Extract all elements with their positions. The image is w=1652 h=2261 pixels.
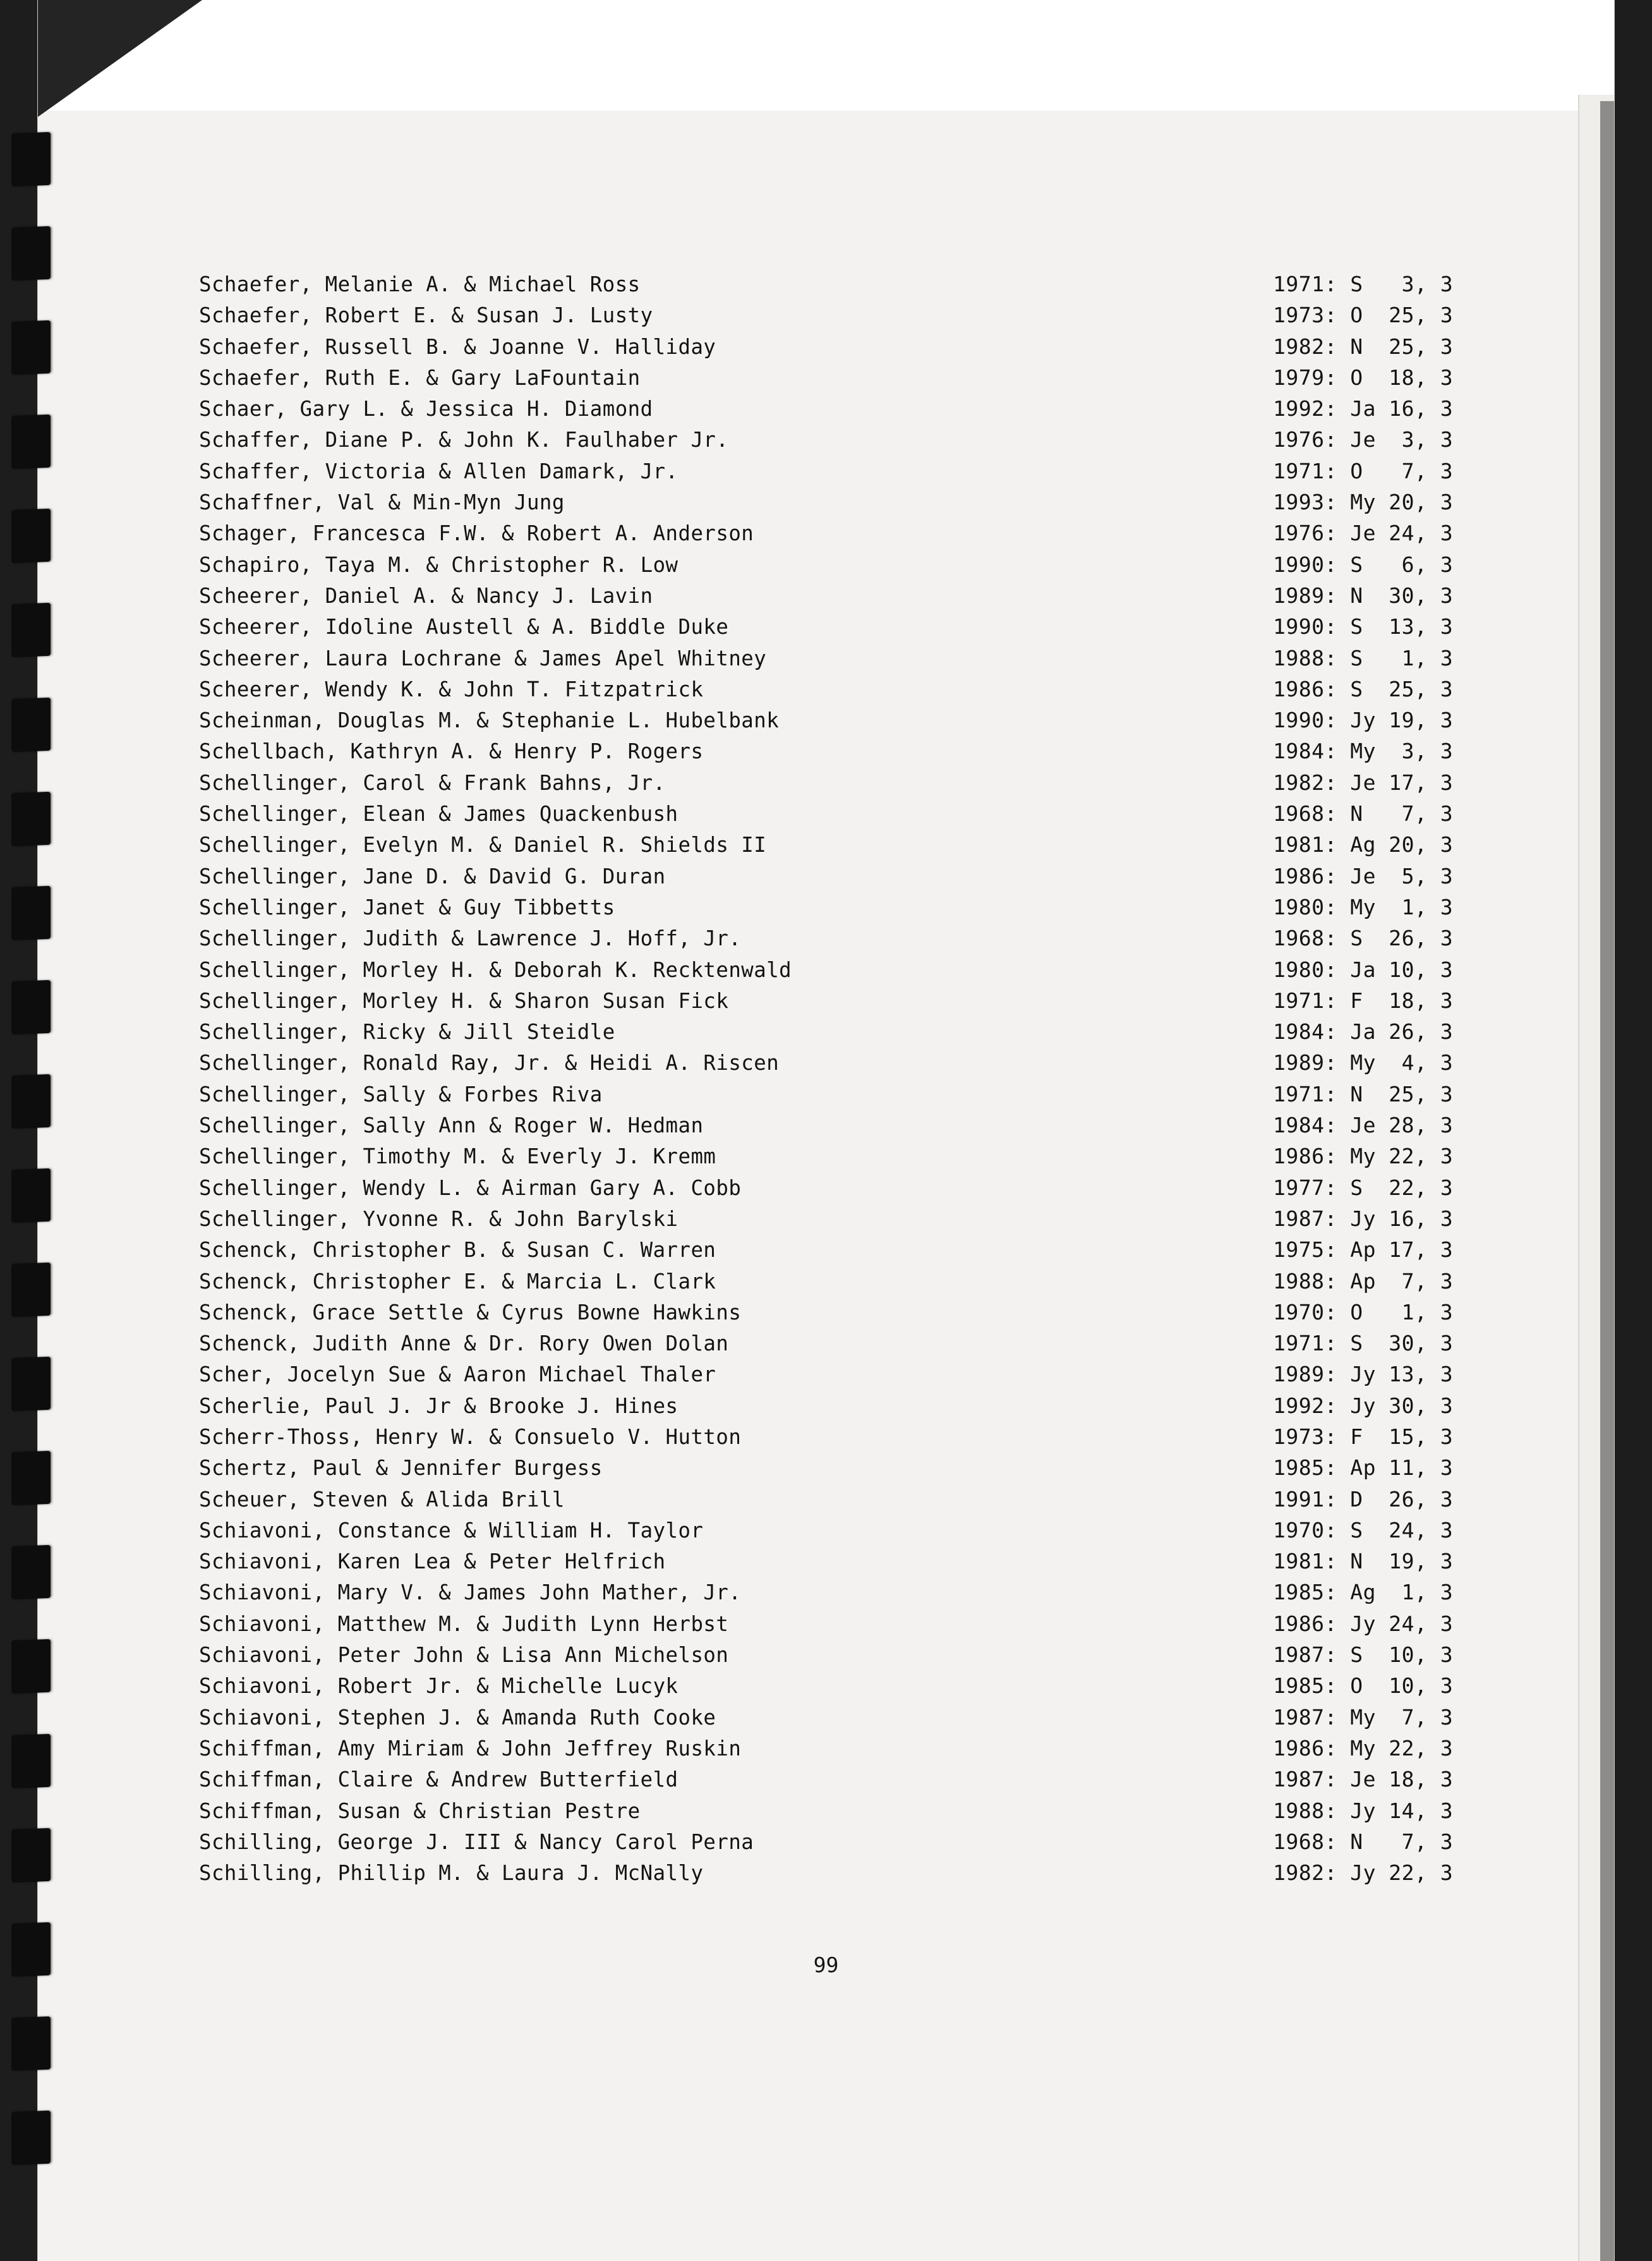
table-row <box>199 1611 1551 1642</box>
entry-name: Schellinger, Sally Ann & Roger W. Hedman <box>199 1113 704 1138</box>
table-row <box>199 1736 1551 1767</box>
table-row <box>199 895 1551 926</box>
entry-name: Schaer, Gary L. & Jessica H. Diamond <box>199 396 653 421</box>
entry-name: Schellinger, Wendy L. & Airman Gary A. Cobb <box>199 1175 742 1200</box>
entry-name: Schellbach, Kathryn A. & Henry P. Rogers <box>199 739 704 764</box>
table-row <box>199 1019 1551 1050</box>
entry-date: 1992: Ja 16, 3 <box>1273 396 1454 421</box>
entry-date: 1970: S 24, 3 <box>1273 1517 1454 1543</box>
entry-name: Schiavoni, Matthew M. & Judith Lynn Herbst <box>199 1611 729 1636</box>
entry-date: 1984: My 3, 3 <box>1273 739 1454 764</box>
entry-name: Schellinger, Carol & Frank Bahns, Jr. <box>199 770 666 795</box>
binding-hole <box>11 226 51 281</box>
entry-name: Schiffman, Amy Miriam & John Jeffrey Ruskin <box>199 1735 742 1761</box>
table-row <box>199 1767 1551 1798</box>
entry-name: Schiavoni, Peter John & Lisa Ann Michelson <box>199 1642 729 1668</box>
entry-date: 1980: Ja 10, 3 <box>1273 957 1454 982</box>
entry-name: Schellinger, Evelyn M. & Daniel R. Shields II <box>199 832 767 858</box>
entry-date: 1981: N 19, 3 <box>1273 1549 1454 1574</box>
table-row <box>199 832 1551 863</box>
binding-hole <box>11 886 51 940</box>
table-row <box>199 1331 1551 1362</box>
table-row <box>199 1642 1551 1673</box>
entry-date: 1982: Jy 22, 3 <box>1273 1860 1454 1886</box>
table-row <box>199 770 1551 801</box>
binding-hole <box>11 792 51 846</box>
entry-date: 1989: Jy 13, 3 <box>1273 1362 1454 1387</box>
entry-date: 1976: Je 3, 3 <box>1273 427 1454 452</box>
table-row <box>199 427 1551 458</box>
entry-date: 1984: Je 28, 3 <box>1273 1113 1454 1138</box>
entry-name: Schaefer, Ruth E. & Gary LaFountain <box>199 365 641 390</box>
table-row <box>199 646 1551 677</box>
entry-date: 1989: N 30, 3 <box>1273 583 1454 608</box>
entry-name: Schellinger, Janet & Guy Tibbetts <box>199 894 615 919</box>
entry-name: Schenck, Grace Settle & Cyrus Bowne Hawkins <box>199 1299 742 1324</box>
table-row <box>199 365 1551 396</box>
entry-name: Schertz, Paul & Jennifer Burgess <box>199 1455 603 1481</box>
entry-date: 1990: S 6, 3 <box>1273 552 1454 577</box>
entry-name: Schaffer, Diane P. & John K. Faulhaber Jr. <box>199 427 729 452</box>
table-row <box>199 552 1551 583</box>
page-top-margin <box>38 0 1614 111</box>
table-row <box>199 708 1551 739</box>
entry-date: 1975: Ap 17, 3 <box>1273 1237 1454 1263</box>
entry-date: 1988: Jy 14, 3 <box>1273 1798 1454 1823</box>
entry-date: 1981: Ag 20, 3 <box>1273 832 1454 858</box>
entry-date: 1980: My 1, 3 <box>1273 894 1454 919</box>
entry-name: Scheerer, Daniel A. & Nancy J. Lavin <box>199 583 653 608</box>
binding-hole <box>11 1451 51 1505</box>
entry-date: 1989: My 4, 3 <box>1273 1050 1454 1076</box>
spiral-binding <box>0 133 76 2205</box>
entry-date: 1990: Jy 19, 3 <box>1273 708 1454 733</box>
table-row <box>199 1860 1551 1891</box>
entry-date: 1971: S 3, 3 <box>1273 272 1454 296</box>
entry-name: Schiavoni, Constance & William H. Taylor <box>199 1517 704 1543</box>
entry-name: Scheinman, Douglas M. & Stephanie L. Hubelbank <box>199 708 780 733</box>
entry-date: 1987: S 10, 3 <box>1273 1642 1454 1668</box>
entry-name: Schiavoni, Stephen J. & Amanda Ruth Cooke <box>199 1704 716 1730</box>
table-row <box>199 1549 1551 1580</box>
binding-hole <box>11 509 51 563</box>
table-row <box>199 490 1551 521</box>
table-row <box>199 988 1551 1019</box>
entry-name: Schellinger, Sally & Forbes Riva <box>199 1081 603 1106</box>
binding-hole <box>11 1357 51 1411</box>
table-row <box>199 396 1551 427</box>
entry-date: 1982: Je 17, 3 <box>1273 770 1454 795</box>
table-row <box>199 1082 1551 1113</box>
table-row <box>199 1798 1551 1829</box>
binding-hole <box>11 1922 51 1977</box>
table-row <box>199 1269 1551 1300</box>
entry-date: 1988: Ap 7, 3 <box>1273 1268 1454 1294</box>
table-row <box>199 1300 1551 1331</box>
entry-name: Schaffer, Victoria & Allen Damark, Jr. <box>199 458 678 483</box>
entry-name: Schapiro, Taya M. & Christopher R. Low <box>199 552 678 577</box>
binding-hole <box>11 603 51 657</box>
table-row <box>199 1113 1551 1144</box>
entry-date: 1986: S 25, 3 <box>1273 676 1454 701</box>
binding-hole <box>11 132 51 186</box>
entry-name: Scherr-Thoss, Henry W. & Consuelo V. Hutton <box>199 1424 742 1449</box>
binding-hole <box>11 697 51 751</box>
table-row <box>199 1237 1551 1268</box>
entry-date: 1982: N 25, 3 <box>1273 334 1454 359</box>
binding-hole <box>11 1074 51 1129</box>
table-row <box>199 739 1551 770</box>
binding-hole <box>11 2016 51 2071</box>
entry-name: Schager, Francesca F.W. & Robert A. Anderson <box>199 521 754 546</box>
entry-name: Schiffman, Susan & Christian Pestre <box>199 1798 641 1823</box>
table-row <box>199 614 1551 645</box>
entry-date: 1984: Ja 26, 3 <box>1273 1019 1454 1045</box>
entry-name: Schellinger, Judith & Lawrence J. Hoff, Jr. <box>199 926 742 951</box>
entry-date: 1973: O 25, 3 <box>1273 303 1454 328</box>
entry-date: 1993: My 20, 3 <box>1273 490 1454 515</box>
entry-date: 1973: F 15, 3 <box>1273 1424 1454 1449</box>
entry-name: Schiavoni, Mary V. & James John Mather, Jr. <box>199 1580 742 1605</box>
entry-date: 1987: Je 18, 3 <box>1273 1767 1454 1792</box>
table-row <box>199 1393 1551 1424</box>
entry-name: Schilling, George J. III & Nancy Carol Perna <box>199 1829 754 1854</box>
table-row <box>199 1673 1551 1704</box>
entry-date: 1971: N 25, 3 <box>1273 1081 1454 1106</box>
table-row <box>199 1705 1551 1736</box>
entry-date: 1987: Jy 16, 3 <box>1273 1206 1454 1231</box>
entry-table <box>199 272 1551 1891</box>
entry-name: Schellinger, Yvonne R. & John Barylski <box>199 1206 678 1231</box>
entry-date: 1986: Je 5, 3 <box>1273 863 1454 888</box>
entry-date: 1987: My 7, 3 <box>1273 1704 1454 1730</box>
table-row <box>199 303 1551 334</box>
scan-right-shadow <box>1600 101 1614 2261</box>
table-row <box>199 1455 1551 1486</box>
entry-date: 1979: O 18, 3 <box>1273 365 1454 390</box>
entry-date: 1977: S 22, 3 <box>1273 1175 1454 1200</box>
entry-name: Schellinger, Morley H. & Sharon Susan Fick <box>199 988 729 1013</box>
entry-date: 1985: Ag 1, 3 <box>1273 1580 1454 1605</box>
entry-date: 1968: N 7, 3 <box>1273 1829 1454 1854</box>
entry-date: 1971: S 30, 3 <box>1273 1331 1454 1356</box>
binding-hole <box>11 1168 51 1223</box>
entry-list <box>199 272 1551 1891</box>
document-page <box>38 0 1614 2261</box>
entry-name: Schenck, Christopher E. & Marcia L. Clark <box>199 1268 716 1294</box>
entry-name: Schellinger, Ricky & Jill Steidle <box>199 1019 615 1045</box>
table-row <box>199 926 1551 957</box>
entry-date: 1970: O 1, 3 <box>1273 1299 1454 1324</box>
entry-name: Schiffman, Claire & Andrew Butterfield <box>199 1767 678 1792</box>
entry-name: Schellinger, Jane D. & David G. Duran <box>199 863 666 888</box>
entry-date: 1990: S 13, 3 <box>1273 614 1454 640</box>
entry-name: Schenck, Judith Anne & Dr. Rory Owen Dolan <box>199 1331 729 1356</box>
entry-date: 1991: D 26, 3 <box>1273 1486 1454 1512</box>
entry-date: 1971: F 18, 3 <box>1273 988 1454 1013</box>
entry-date: 1988: S 1, 3 <box>1273 645 1454 670</box>
entry-date: 1992: Jy 30, 3 <box>1273 1393 1454 1418</box>
entry-date: 1968: S 26, 3 <box>1273 926 1454 951</box>
binding-hole <box>11 1639 51 1694</box>
table-row <box>199 1424 1551 1455</box>
entry-name: Schiavoni, Robert Jr. & Michelle Lucyk <box>199 1673 678 1699</box>
table-row <box>199 1050 1551 1081</box>
entry-name: Schaefer, Melanie A. & Michael Ross <box>199 272 641 296</box>
entry-name: Scher, Jocelyn Sue & Aaron Michael Thaler <box>199 1362 716 1387</box>
entry-name: Schenck, Christopher B. & Susan C. Warren <box>199 1237 716 1263</box>
binding-hole <box>11 2111 51 2165</box>
entry-date: 1986: My 22, 3 <box>1273 1735 1454 1761</box>
binding-hole <box>11 980 51 1034</box>
entry-date: 1986: My 22, 3 <box>1273 1144 1454 1169</box>
entry-name: Schellinger, Ronald Ray, Jr. & Heidi A. Riscen <box>199 1050 780 1076</box>
entry-date: 1968: N 7, 3 <box>1273 801 1454 827</box>
table-row <box>199 1580 1551 1611</box>
binding-hole <box>11 1545 51 1599</box>
entry-name: Scheuer, Steven & Alida Brill <box>199 1486 565 1512</box>
binding-hole <box>11 1828 51 1882</box>
table-row <box>199 334 1551 365</box>
entry-name: Schiavoni, Karen Lea & Peter Helfrich <box>199 1549 666 1574</box>
page-number: 99 <box>813 1953 839 1977</box>
table-row <box>199 1487 1551 1518</box>
table-row <box>199 801 1551 832</box>
entry-name: Schaefer, Russell B. & Joanne V. Halliday <box>199 334 716 359</box>
table-row <box>199 459 1551 490</box>
entry-date: 1985: Ap 11, 3 <box>1273 1455 1454 1481</box>
table-row <box>199 1144 1551 1175</box>
entry-name: Scheerer, Laura Lochrane & James Apel Whitney <box>199 645 767 670</box>
table-row <box>199 521 1551 552</box>
table-row <box>199 1518 1551 1549</box>
binding-hole <box>11 1733 51 1788</box>
table-row <box>199 1206 1551 1237</box>
table-row <box>199 272 1551 303</box>
entry-name: Schaffner, Val & Min-Myn Jung <box>199 490 565 515</box>
binding-hole <box>11 1263 51 1317</box>
binding-hole <box>11 320 51 375</box>
table-row <box>199 1829 1551 1860</box>
entry-date: 1976: Je 24, 3 <box>1273 521 1454 546</box>
table-row <box>199 1362 1551 1393</box>
table-row <box>199 957 1551 988</box>
entry-name: Scherlie, Paul J. Jr & Brooke J. Hines <box>199 1393 678 1418</box>
entry-name: Schilling, Phillip M. & Laura J. McNally <box>199 1860 704 1886</box>
entry-date: 1986: Jy 24, 3 <box>1273 1611 1454 1636</box>
entry-name: Scheerer, Wendy K. & John T. Fitzpatrick <box>199 676 704 701</box>
entry-name: Scheerer, Idoline Austell & A. Biddle Duke <box>199 614 729 640</box>
entry-date: 1971: O 7, 3 <box>1273 458 1454 483</box>
entry-name: Schaefer, Robert E. & Susan J. Lusty <box>199 303 653 328</box>
entry-name: Schellinger, Elean & James Quackenbush <box>199 801 678 827</box>
entry-name: Schellinger, Timothy M. & Everly J. Kremm <box>199 1144 716 1169</box>
table-row <box>199 677 1551 708</box>
table-row <box>199 1175 1551 1206</box>
table-row <box>199 583 1551 614</box>
entry-date: 1985: O 10, 3 <box>1273 1673 1454 1699</box>
binding-hole <box>11 415 51 469</box>
entry-name: Schellinger, Morley H. & Deborah K. Recktenwald <box>199 957 792 982</box>
table-row <box>199 864 1551 895</box>
